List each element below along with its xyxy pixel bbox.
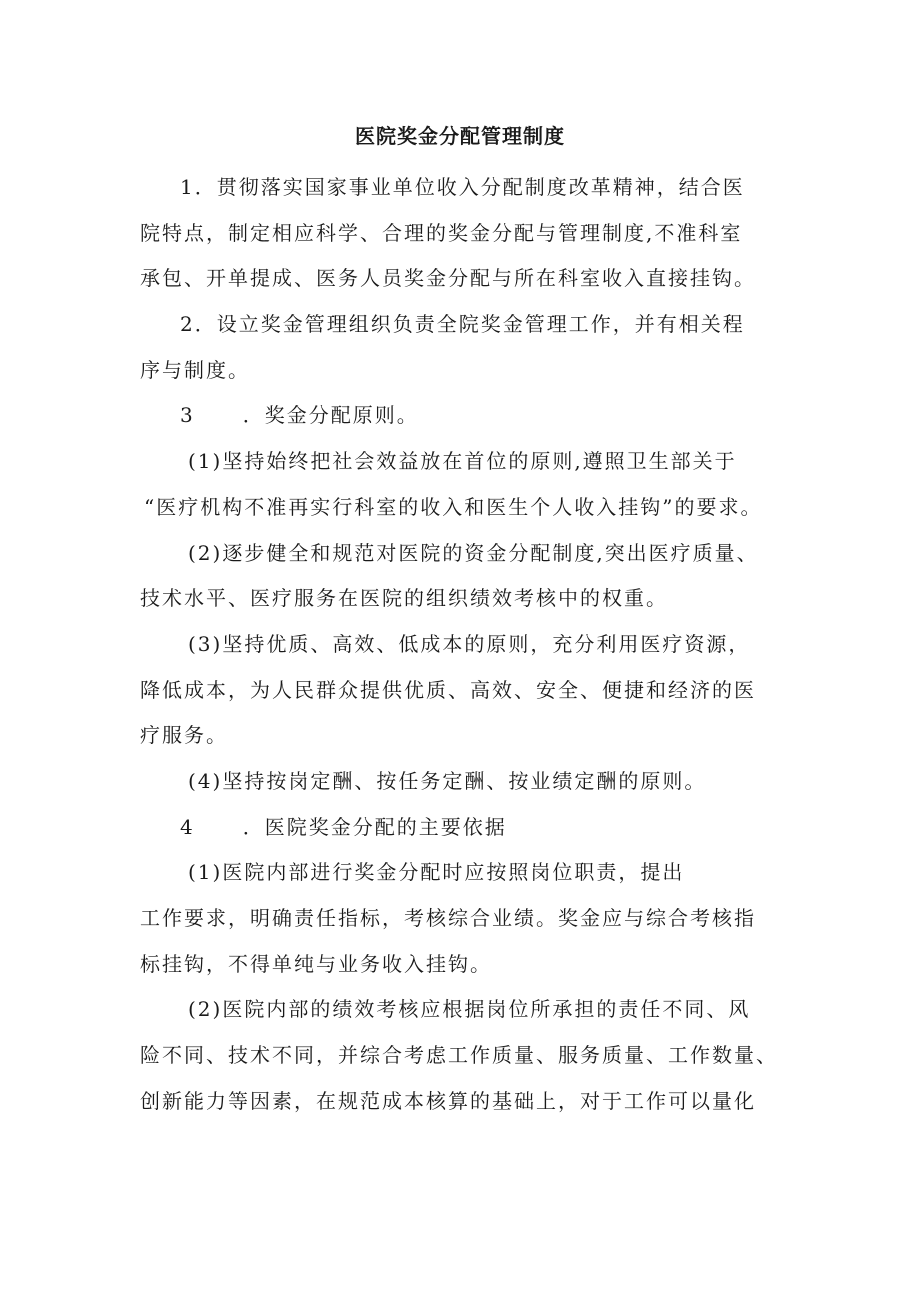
paragraph-line: 承包、开单提成、医务人员奖金分配与所在科室收入直接挂钩。 xyxy=(140,266,756,291)
document-title: 医院奖金分配管理制度 xyxy=(355,124,565,148)
paragraph-line: 降低成本，为人民群众提供优质、高效、安全、便捷和经济的医 xyxy=(140,677,756,702)
paragraph-line: 创新能力等因素，在规范成本核算的基础上，对于工作可以量化 xyxy=(140,1088,756,1113)
paragraph-line xyxy=(140,165,800,211)
paragraph-line: (1)医院内部进行奖金分配时应按照岗位职责，提出 xyxy=(188,860,685,885)
item-number: 4 xyxy=(180,814,195,839)
paragraph-line xyxy=(140,805,800,851)
paragraph-line: 工作要求，明确责任指标，考核综合业绩。奖金应与综合考核指 xyxy=(140,906,756,930)
paragraph-line: (1)坚持始终把社会效益放在首位的原则,遵照卫生部关于 xyxy=(188,449,737,474)
line-text: ．贯彻落实国家事业单位收入分配制度改革精神，结合医 xyxy=(194,175,745,199)
paragraph-line: (4)坚持按岗定酬、按任务定酬、按业绩定酬的原则。 xyxy=(188,768,707,793)
paragraph-line: 技术水平、医疗服务在医院的组织绩效考核中的权重。 xyxy=(140,586,668,611)
paragraph-line: (3)坚持优质、高效、低成本的原则，充分利用医疗资源， xyxy=(188,631,751,656)
paragraph-line xyxy=(140,393,800,439)
line-text: ．医院奖金分配的主要依据 xyxy=(242,814,507,839)
paragraph-line xyxy=(140,302,800,348)
item-number: 3 xyxy=(180,403,195,428)
line-text: ．奖金分配原则。 xyxy=(242,403,419,428)
paragraph-line: (2)逐步健全和规范对医院的资金分配制度,突出医疗质量、 xyxy=(188,540,759,565)
document-body xyxy=(140,165,800,1124)
item-number: 2 xyxy=(180,312,195,337)
line-text: ．设立奖金管理组织负责全院奖金管理工作，并有相关程 xyxy=(194,312,745,337)
paragraph-line: “医疗机构不准再实行科室的收入和医生个人收入挂钩”的要求。 xyxy=(144,494,763,519)
paragraph-line: (2)医院内部的绩效考核应根据岗位所承担的责任不同、风 xyxy=(188,997,751,1022)
paragraph-line: 院特点，制定相应科学、合理的奖金分配与管理制度,不准科室 xyxy=(140,220,743,245)
paragraph-line: 标挂钩，不得单纯与业务收入挂钩。 xyxy=(140,951,492,976)
paragraph-line: 序与制度。 xyxy=(140,357,250,382)
item-number: 1 xyxy=(180,175,195,199)
paragraph-line: 疗服务。 xyxy=(140,723,228,748)
paragraph-line: 险不同、技术不同，并综合考虑工作质量、服务质量、工作数量、 xyxy=(140,1043,778,1068)
